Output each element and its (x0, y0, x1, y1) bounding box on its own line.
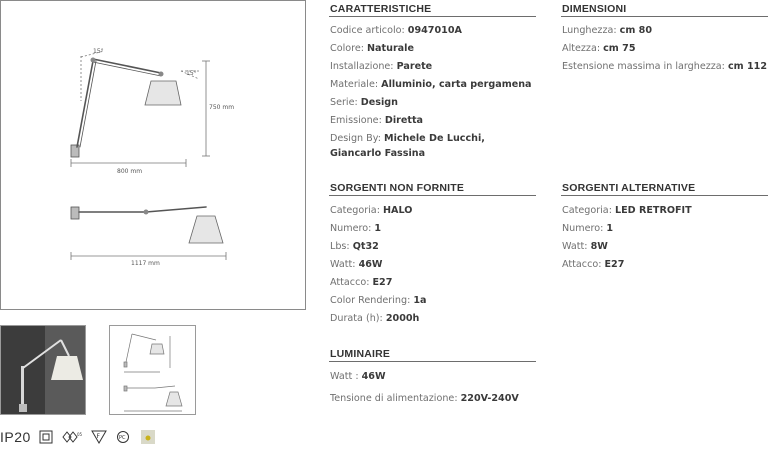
row-installazione: Installazione: Parete (330, 61, 433, 72)
section-rule-dimensioni (561, 16, 768, 17)
energy-label-icon (141, 429, 155, 445)
section-rule-sorgenti-non-fornite (329, 195, 536, 196)
row-snf-lbs: Lbs: Qt32 (330, 241, 379, 252)
row-luminaire-tensione: Tensione di alimentazione: 220V-240V (330, 393, 519, 404)
row-sa-categoria: Categoria: LED RETROFIT (562, 205, 692, 216)
row-sa-numero: Numero: 1 (562, 223, 614, 234)
section-title-sorgenti-alternative: SORGENTI ALTERNATIVE (562, 182, 696, 194)
section-rule-luminaire (329, 361, 536, 362)
section-title-sorgenti-non-fornite: SORGENTI NON FORNITE (330, 182, 465, 194)
extended-dimension-label: 1117 mm (131, 260, 160, 267)
svg-text:PC: PC (118, 435, 126, 441)
row-emissione: Emissione: Diretta (330, 115, 424, 126)
section-title-caratteristiche: CARATTERISTICHE (330, 3, 432, 15)
section-title-dimensioni: DIMENSIONI (562, 3, 627, 15)
ip-rating: IP20 (0, 429, 31, 445)
angle-top-label: 15° (93, 48, 104, 55)
row-serie: Serie: Design (330, 97, 398, 108)
row-altezza: Altezza: cm 75 (562, 43, 636, 54)
row-snf-color-rendering: Color Rendering: 1a (330, 295, 427, 306)
row-codice-articolo: Codice articolo: 0947010A (330, 25, 462, 36)
row-snf-attacco: Attacco: E27 (330, 277, 393, 288)
certification-row (0, 428, 155, 446)
row-snf-numero: Numero: 1 (330, 223, 382, 234)
row-estensione-massima: Estensione massima in larghezza: cm 112 (562, 61, 768, 72)
row-colore: Colore: Naturale (330, 43, 414, 54)
product-photo-image (1, 326, 86, 415)
row-snf-watt: Watt: 46W (330, 259, 383, 270)
row-snf-durata: Durata (h): 2000h (330, 313, 420, 324)
main-technical-drawing (0, 0, 306, 310)
lamp-drawing-svg (1, 1, 307, 311)
class-ii-icon (39, 429, 53, 445)
thumbnail-technical-drawing[interactable] (109, 325, 196, 415)
svg-text:F: F (96, 433, 100, 440)
f-mark-icon (91, 429, 107, 445)
row-sa-watt: Watt: 8W (562, 241, 608, 252)
height-dimension-label: 750 mm (209, 104, 235, 111)
row-snf-categoria: Categoria: HALO (330, 205, 413, 216)
row-luminaire-watt: Watt : 46W (330, 371, 386, 382)
technical-drawing-thumb-image (110, 326, 196, 415)
row-materiale: Materiale: Alluminio, carta pergamena (330, 79, 532, 90)
angle-right-label: 15° (186, 70, 197, 77)
section-rule-caratteristiche (329, 16, 536, 17)
row-lunghezza: Lunghezza: cm 80 (562, 25, 653, 36)
enec-mark-icon (61, 429, 83, 445)
thumbnail-product-photo[interactable] (0, 325, 86, 415)
section-title-luminaire: LUMINAIRE (330, 348, 391, 360)
imq-mark-icon (115, 429, 133, 445)
row-design-by: Design By: Michele De Lucchi, Giancarlo Fassina (330, 133, 485, 159)
section-rule-sorgenti-alternative (561, 195, 768, 196)
width-dimension-label: 800 mm (117, 168, 143, 175)
row-sa-attacco: Attacco: E27 (562, 259, 625, 270)
svg-text:05: 05 (76, 432, 82, 437)
